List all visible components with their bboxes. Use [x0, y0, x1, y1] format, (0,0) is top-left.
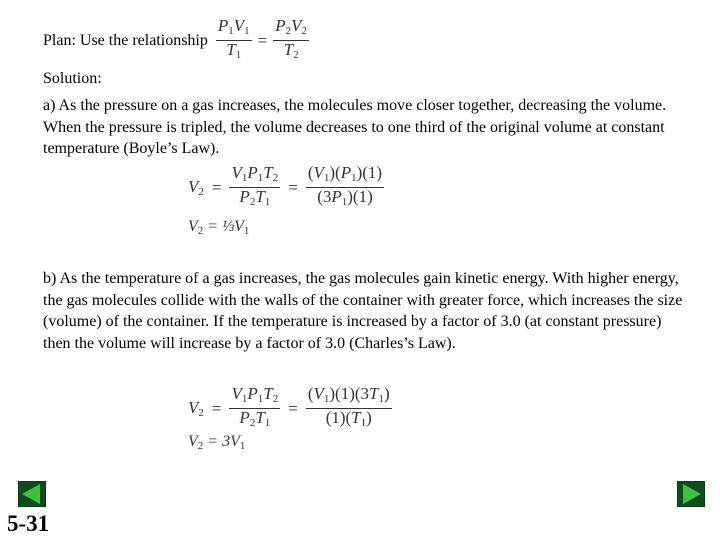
arrow-left-icon: [22, 484, 40, 504]
result-a: $V_2$ = $\frac{1}{3}V_1$: [188, 218, 250, 237]
part-b-text: b) As the temperature of a gas increases, the gas molecules gain kinetic energy. With higher energy, the gas molecules collide with the walls of the container with greater force, which increases the size (volume) of the container. If the temperature is increased by a factor of 3.0 (at constant pressure) then the volume will increase by a factor of 3.0 (Charles’s Law).: [43, 270, 683, 352]
equation-a: $V_2$ = $\frac{V_1P_1T_2}{P_2T_1}$ = $\frac{(V_1)(P_1)(1)}{(3P_1)(1)}$: [188, 163, 383, 208]
result-a-value: = ⅓V: [203, 218, 244, 235]
previous-slide-button[interactable]: [18, 481, 46, 507]
next-slide-button[interactable]: [677, 481, 705, 507]
plan-label: Plan: Use the relationship: [43, 31, 208, 49]
result-a-prefix: V: [188, 218, 198, 235]
equation-b: $V_2$ = $\frac{V_1P_1T_2}{P_2T_1}$ = $\frac{(V_1)(1)(3T_1)}{(1)(T_1)}$: [188, 384, 390, 429]
result-b-value: = 3V: [203, 433, 240, 450]
result-b: $V_2 = 3V_1$: [188, 433, 246, 452]
result-b-prefix: V: [188, 433, 198, 450]
plan-line: [43, 17, 309, 64]
combined-gas-law-equation: $\frac{P_1V_1}{T_1}$ = $\frac{P_2V_2}{T_2}$: [217, 16, 308, 61]
arrow-right-icon: [683, 484, 701, 504]
solution-heading: Solution:: [43, 70, 102, 87]
slide-number: 5-31: [7, 511, 50, 536]
part-a-text: a) As the pressure on a gas increases, the molecules move closer together, decreasing the volume. When the pressure is tripled, the volume decreases to one third of the original volume at constant temperature (Boyle’s Law).: [43, 97, 667, 157]
